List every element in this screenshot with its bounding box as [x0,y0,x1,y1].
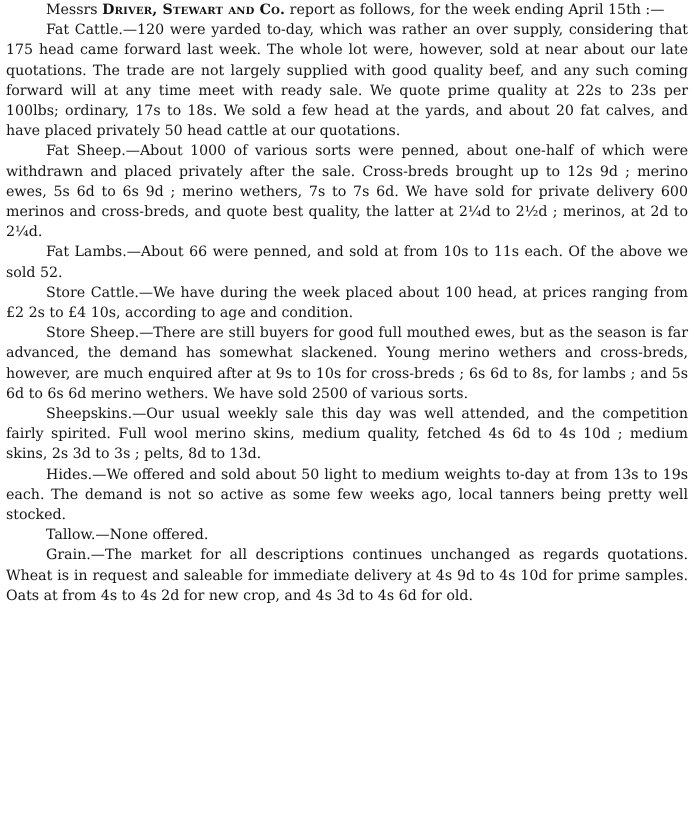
intro-rest: report as follows, for the week ending April 15th :— [285,2,665,18]
firm-name: Driver, Stewart and Co. [102,2,286,18]
section-heading: Store Sheep.— [46,325,154,342]
section-body: 120 were yarded to-day, which was rather an over supply, considering that 175 head came forward last week. The whole lot were, however, sold at near about our late quotations. The trade are not largely supplied with good quality beef, and any such coming forward will at any time meet with ready sale. We quote prime quality at 22s to 23s per 100lbs; ordinary, 17s to 18s. We sold a few head at the yards, and about 20 fat calves, and have placed privately 50 head cattle at our quotations. [6,22,688,140]
section-body: About 66 were penned, and sold at from 10s to 11s each. Of the above we sold 52. [6,244,688,281]
section-store-sheep [6,323,688,404]
section-heading: Store Cattle.— [46,284,154,301]
section-fat-cattle [6,20,688,141]
section-grain [6,545,688,606]
section-body: None offered. [109,527,209,544]
section-body: Our usual weekly sale this day was well attended, and the competition fairly spirited. Full wool merino skins, medium quality, fetched 4s 6d to 4s 10d ; medium skins, 2s 3d to 3s ; pelts, 8d to 13d. [6,406,688,463]
section-tallow [6,525,688,545]
report-intro [6,0,688,20]
section-store-cattle [6,283,688,323]
section-body: We offered and sold about 50 light to medium weights to-day at from 13s to 19s each. The demand is not so active as some few weeks ago, local tanners being pretty well stocked. [6,466,688,524]
intro-prefix: Messrs [46,2,98,18]
section-heading: Fat Cattle.— [46,22,138,39]
section-heading: Fat Sheep.— [46,143,140,160]
section-heading: Grain.— [46,547,105,564]
section-fat-lambs [6,242,688,282]
section-hides [6,465,688,526]
section-heading: Fat Lambs.— [46,244,141,261]
section-body: There are still buyers for good full mouthed ewes, but as the season is far advanced, the demand has somewhat slackened. Young merino wethers and cross-breds, however, are much enquired after at 9s to 10s for cross-breds ; 6s 6d to 8s, for lambs ; and 5s 6d to 6s 6d merino wethers. We have sold 2500 of various sorts. [6,325,688,402]
section-heading: Tallow.— [46,527,110,544]
section-body: We have during the week placed about 100 head, at prices ranging from £2 2s to £4 10s, according to age and condition. [6,284,688,322]
section-fat-sheep [6,141,688,242]
section-sheepskins [6,404,688,465]
section-heading: Sheepskins.— [46,406,147,423]
section-body: About 1000 of various sorts were penned, about one-half of which were withdrawn and placed privately after the sale. Cross-breds brought up to 12s 9d ; merino ewes, 5s 6d to 6s 9d ; merino wethers, 7s to 7s 6d. We have sold for private delivery 600 merinos and cross-breds, and quote best quality, the latter at 2¼d to 2½d ; merinos, at 2d to 2¼d. [6,143,688,241]
section-heading: Hides.— [46,466,107,483]
section-body: The market for all descriptions continues unchanged as regards quotations. Wheat is in request and saleable for immediate delivery at 4s 9d to 4s 10d for prime samples. Oats at from 4s to 4s 2d for new crop, and 4s 3d to 4s 6d for old. [6,547,688,604]
